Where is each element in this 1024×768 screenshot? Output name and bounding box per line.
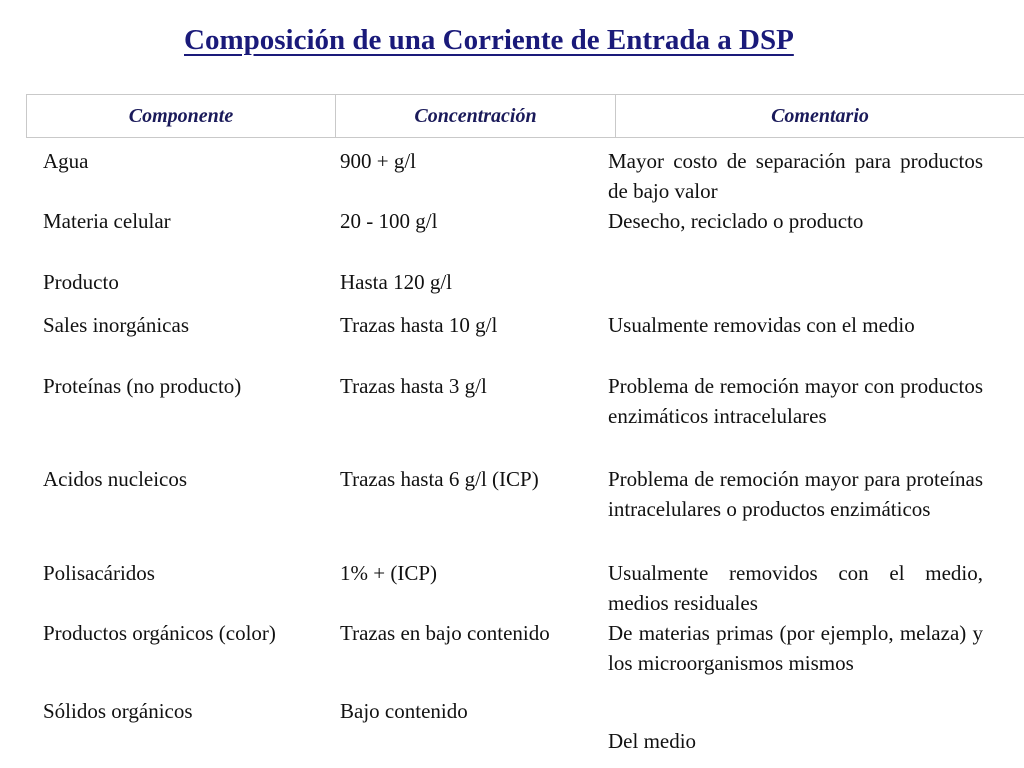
cell-concentracion: 900 + g/l bbox=[340, 149, 417, 173]
cell-concentracion: Trazas hasta 3 g/l bbox=[340, 374, 487, 398]
header-concentracion: Concentración bbox=[336, 95, 616, 137]
cell-componente: Materia celular bbox=[43, 209, 171, 233]
cell-comentario: Usualmente removidos con el medio, medios residuales bbox=[608, 561, 983, 615]
cell-componente: Productos orgánicos (color) bbox=[43, 621, 276, 645]
cell-componente: Agua bbox=[43, 149, 89, 173]
cell-componente: Polisacáridos bbox=[43, 561, 155, 585]
cell-componente: Producto bbox=[43, 270, 119, 294]
header-componente: Componente bbox=[27, 95, 336, 137]
table-header bbox=[26, 94, 1024, 138]
cell-comentario: Problema de remoción mayor para proteínas intracelulares o productos enzimáticos bbox=[608, 467, 983, 521]
cell-comentario: Del medio bbox=[608, 729, 697, 753]
header-comentario: Comentario bbox=[771, 104, 869, 127]
cell-componente: Proteínas (no producto) bbox=[43, 374, 242, 398]
cell-concentracion: Hasta 120 g/l bbox=[340, 270, 452, 294]
cell-concentracion: 1% + (ICP) bbox=[340, 561, 438, 585]
cell-concentracion: Trazas hasta 6 g/l (ICP) bbox=[340, 467, 539, 491]
cell-componente: Acidos nucleicos bbox=[43, 467, 188, 491]
cell-concentracion: Trazas hasta 10 g/l bbox=[340, 313, 498, 337]
cell-comentario: Desecho, reciclado o producto bbox=[608, 209, 864, 233]
cell-componente: Sólidos orgánicos bbox=[43, 699, 193, 723]
cell-comentario: De materias primas (por ejemplo, melaza) y los microorganismos mismos bbox=[608, 621, 983, 675]
cell-concentracion: Bajo contenido bbox=[340, 699, 468, 723]
page-title: Composición de una Corriente de Entrada a DSP bbox=[184, 24, 794, 56]
cell-concentracion: Trazas en bajo contenido bbox=[340, 621, 550, 645]
cell-comentario: Mayor costo de separación para productos de bajo valor bbox=[608, 149, 983, 203]
cell-comentario: Usualmente removidas con el medio bbox=[608, 313, 915, 337]
cell-comentario: Problema de remoción mayor con productos enzimáticos intracelulares bbox=[608, 374, 983, 428]
cell-componente: Sales inorgánicas bbox=[43, 313, 189, 337]
cell-concentracion: 20 - 100 g/l bbox=[340, 209, 438, 233]
